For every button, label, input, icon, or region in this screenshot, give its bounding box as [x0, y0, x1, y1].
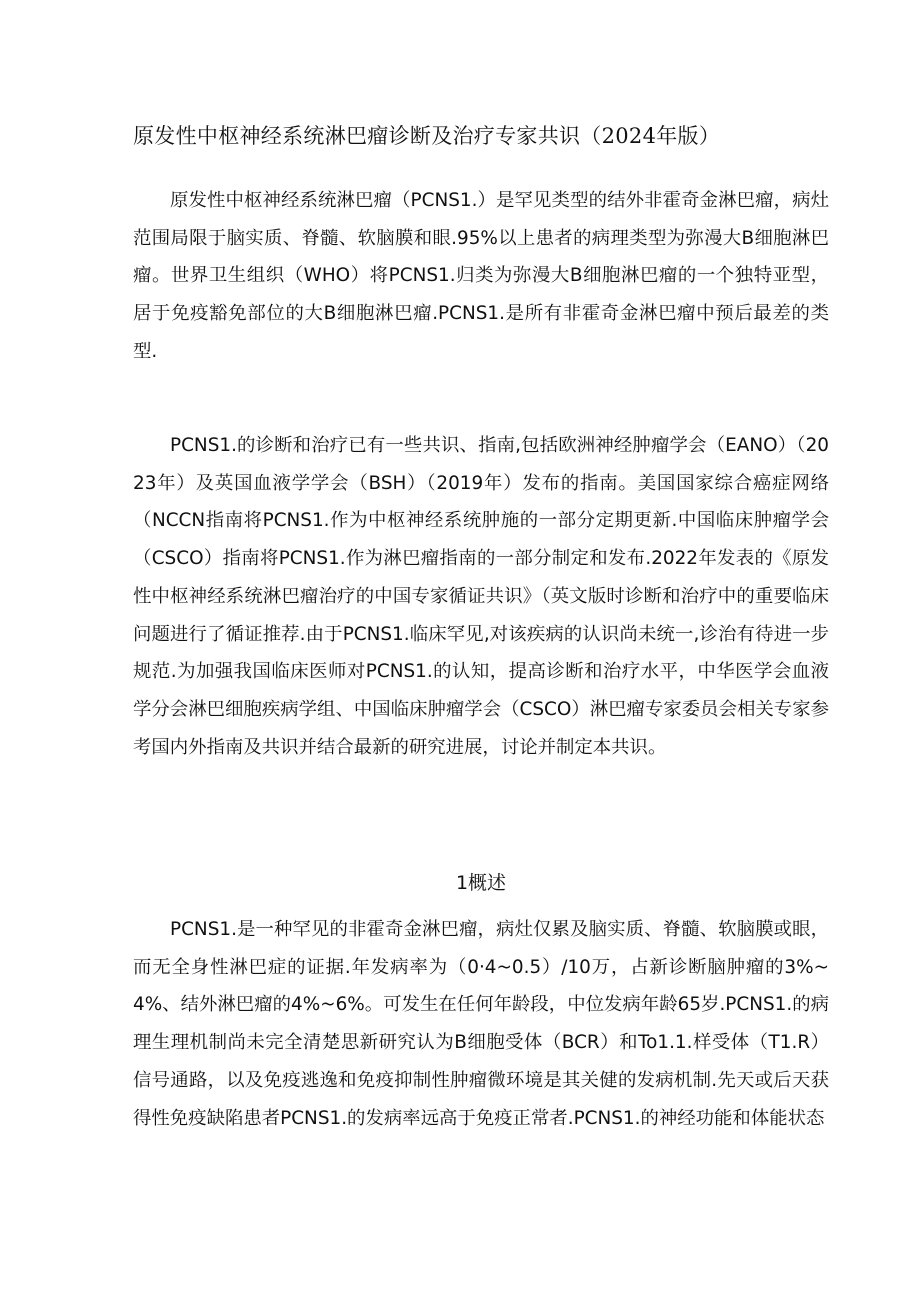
intro-paragraph: 原发性中枢神经系统淋巴瘤（PCNS1.）是罕见类型的结外非霍奇金淋巴瘤，病灶范围局限于脑实质、脊髓、软脑膜和眼.95%以上患者的病理类型为弥漫大B细胞淋巴瘤。世界卫生组织（WHO）将PCNS1.归类为弥漫大B细胞淋巴瘤的一个独特亚型，居于免疫豁免部位的大B细胞淋巴瘤.PCNS1.是所有非霍奇金淋巴瘤中预后最差的类型.: [133, 190, 829, 362]
overview-paragraph: PCNS1.是一种罕见的非霍奇金淋巴瘤，病灶仅累及脑实质、脊髓、软脑膜或眼，而无全身性淋巴症的证据.年发病率为（0·4~0.5）/10万，占新诊断脑肿瘤的3%~4%、结外淋巴瘤的4%~6%。可发生在任何年龄段，中位发病年龄65岁.PCNS1.的病理生理机制尚未完全清楚思新研究认为B细胞受体（BCR）和To1.1.样受体（T1.R）信号通路，以及免疫逃逸和免疫抑制性肿瘤微环境是其关健的发病机制.先天或后天获得性免疫缺陷患者PCNS1.的发病率远高于免疫正常者.PCNS1.的神经功能和体能状态: [133, 919, 829, 1129]
guidelines-paragraph: PCNS1.的诊断和治疗已有一些共识、指南,包括欧洲神经肿瘤学会（EANO）（2023年）及英国血液学学会（BSH）（2019年）发布的指南。美国国家综合癌症网络（NCCN指南将PCNS1.作为中枢神经系统肿施的一部分定期更新.中国临床肿瘤学会（CSCO）指南将PCNS1.作为淋巴瘤指南的一部分制定和发布.2022年发表的《原发性中枢神经系统淋巴瘤治疗的中国专家循证共识》（英文版时诊断和治疗中的重要临床问题进行了循证推荐.由于PCNS1.临床罕见,对该疾病的认识尚未统一,诊治有待进一步规范.为加强我国临床医师对PCNS1.的认知，提高诊断和治疗水平，中华医学会血液学分会淋巴细胞疾病学组、中国临床肿瘤学会（CSCO）淋巴瘤专家委员会相关专家参考国内外指南及共识并结合最新的研究进展，讨论并制定本共识。: [133, 435, 829, 758]
document-title: 原发性中枢神经系统淋巴瘤诊断及治疗专家共识（2024年版）: [133, 124, 721, 148]
section-heading: 1概述: [455, 872, 507, 894]
